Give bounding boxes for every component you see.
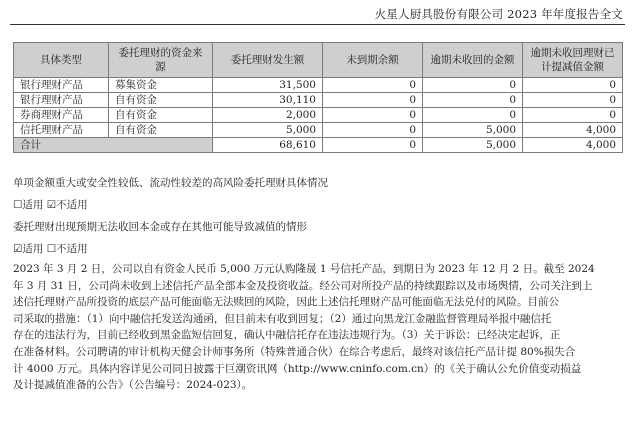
cell-unexpired: 0 [323, 108, 423, 123]
table-row [14, 93, 623, 108]
table-row [14, 78, 623, 93]
cell-type: 券商理财产品 [14, 108, 109, 123]
paragraph-line: 2023 年 3 月 2 日，公司以自有资金人民币 5,000 万元认购隆晟 1 号信托产品，到期日为 2023 年 12 月 2 日。截至 2024 [13, 263, 595, 275]
total-impairment: 4,000 [523, 138, 623, 153]
total-label: 合计 [14, 138, 213, 153]
cell-fund-source: 自有资金 [109, 123, 213, 138]
paragraph-line: 司采取的措施：（1）向中融信托发送沟通函，但目前未有收到回复；（2）通过向黑龙江金融监督管理局举报中融信托 [13, 312, 552, 325]
report-header-title: 火星人厨具股份有限公司 2023 年年度报告全文 [374, 7, 623, 21]
col-header-unexpired: 未到期余额 [323, 43, 423, 78]
col-header-overdue: 逾期未收回的金额 [423, 43, 523, 78]
cell-amount: 5,000 [213, 123, 323, 138]
section-title-impairment: 委托理财出现预期无法收回本金或存在其他可能导致减值的情形 [13, 221, 307, 233]
cell-amount: 31,500 [213, 78, 323, 93]
col-header-fund-source: 委托理财的资金来源 [109, 43, 213, 78]
cell-fund-source: 自有资金 [109, 108, 213, 123]
cell-type: 银行理财产品 [14, 93, 109, 108]
col-header-type: 具体类型 [14, 43, 109, 78]
cell-fund-source: 自有资金 [109, 93, 213, 108]
cell-unexpired: 0 [323, 93, 423, 108]
header-divider [10, 24, 625, 25]
paragraph-line: 计 4000 万元。具体内容详见公司同日披露于巨潮资讯网（http://www.cninfo.com.cn）的《关于确认公允价值变动损益 [13, 362, 582, 375]
total-amount: 68,610 [213, 138, 323, 153]
total-overdue: 5,000 [423, 138, 523, 153]
impairment-description [13, 261, 623, 394]
cell-unexpired: 0 [323, 78, 423, 93]
applicability-options-impairment: ☑适用 ☐不适用 [13, 243, 88, 255]
col-header-amount: 委托理财发生额 [213, 43, 323, 78]
cell-overdue: 5,000 [423, 123, 523, 138]
cell-type: 银行理财产品 [14, 78, 109, 93]
applicability-options-high-risk: ☐适用 ☑不适用 [13, 199, 88, 211]
paragraph-line: 述信托理财产品所投资的底层产品可能面临无法赎回的风险，因此上述信托理财产品可能面临无法兑付的风险。目前公 [13, 296, 559, 309]
cell-overdue: 0 [423, 108, 523, 123]
cell-overdue: 0 [423, 93, 523, 108]
cell-amount: 2,000 [213, 108, 323, 123]
wealth-management-table [13, 42, 623, 153]
cell-impairment: 0 [523, 93, 623, 108]
paragraph-line: 年 3 月 31 日，公司尚未收到上述信托产品全部本金及投资收益。经公司对所投产品的持续跟踪以及市场舆情，公司关注到上 [13, 279, 593, 292]
table-header-row [14, 43, 623, 78]
paragraph-line: 存在的违法行为，目前已经收到黑金监短信回复，确认中融信托存在违法违规行为。（3）关于诉讼：已经决定起诉，正 [13, 329, 561, 342]
cell-type: 信托理财产品 [14, 123, 109, 138]
paragraph-line: 及计提减值准备的公告》（公告编号：2024-023）。 [13, 379, 253, 392]
cell-overdue: 0 [423, 78, 523, 93]
table-row [14, 123, 623, 138]
cell-impairment: 4,000 [523, 123, 623, 138]
section-title-high-risk: 单项金额重大或安全性较低、流动性较差的高风险委托理财具体情况 [13, 177, 328, 189]
table-row [14, 108, 623, 123]
table-total-row [14, 138, 623, 153]
total-unexpired: 0 [323, 138, 423, 153]
cell-impairment: 0 [523, 108, 623, 123]
cell-fund-source: 募集资金 [109, 78, 213, 93]
cell-impairment: 0 [523, 78, 623, 93]
cell-amount: 30,110 [213, 93, 323, 108]
col-header-impairment: 逾期未收回理财已计提减值金额 [523, 43, 623, 78]
cell-unexpired: 0 [323, 123, 423, 138]
paragraph-line: 在准备材料。公司聘请的审计机构天健会计师事务所（特殊普通合伙）在综合考虑后，最终对该信托产品计提 80%损失合 [13, 345, 576, 358]
